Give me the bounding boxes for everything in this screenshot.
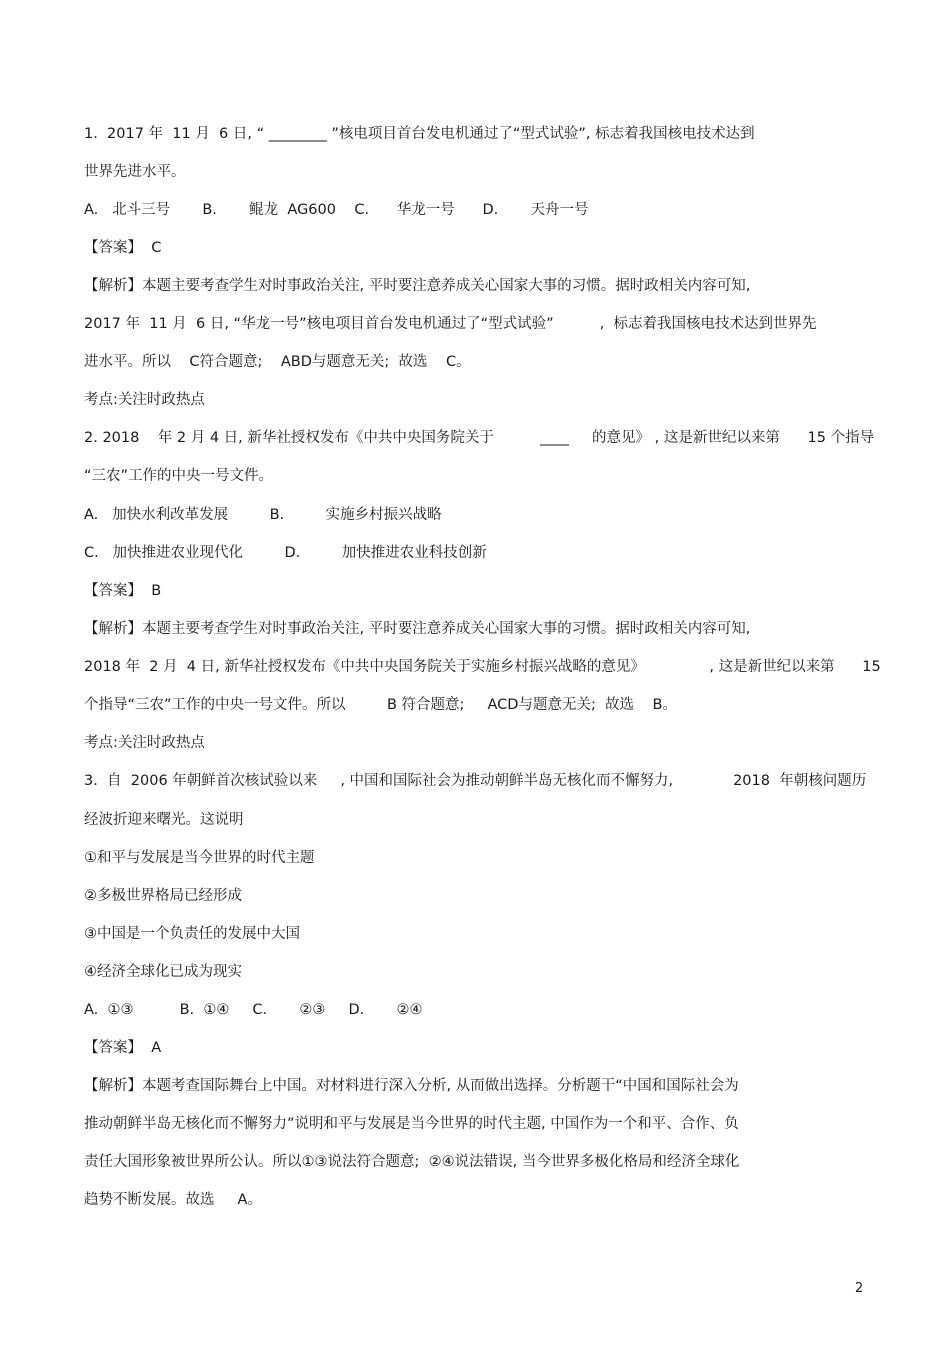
question-2-topic: 考点:关注时政热点 — [84, 735, 205, 751]
question-3-analysis-line-1: 【解析】本题考查国际舞台上中国。对材料进行深入分析, 从而做出选择。分析题干“中国和国际社会为 — [84, 1078, 739, 1094]
question-3-statement-3: ③中国是一个负责任的发展中大国 — [84, 926, 300, 942]
question-3-stem-line-1: 3. 自 2006 年朝鲜首次核试验以来 , 中国和国际社会为推动朝鲜半岛无核化而不懈努力, 2018 年朝核问题历 — [84, 773, 867, 789]
question-3-analysis-line-2: 推动朝鲜半岛无核化而不懈努力”说明和平与发展是当今世界的时代主题, 中国作为一个和平、合作、负 — [84, 1116, 739, 1132]
question-2-options-line-1: A. 加快水利改革发展 B. 实施乡村振兴战略 — [84, 507, 442, 523]
question-2-analysis-line-2: 2018 年 2 月 4 日, 新华社授权发布《中共中央国务院关于实施乡村振兴战略的意见》 , 这是新世纪以来第 15 — [84, 659, 881, 675]
question-1-analysis-line-2: 2017 年 11 月 6 日, “华龙一号”核电项目首台发电机通过了“型式试验” , 标志着我国核电技术达到世界先 — [84, 316, 817, 332]
question-1-stem-line-1: 1. 2017 年 11 月 6 日, “ ________ ”核电项目首台发电机通过了“型式试验”, 标志着我国核电技术达到 — [84, 126, 755, 142]
page-number: 2 — [855, 1281, 864, 1296]
question-3-statement-2: ②多极世界格局已经形成 — [84, 888, 242, 904]
question-1-options: A. 北斗三号 B. 鲲龙 AG600 C. 华龙一号 D. 天舟一号 — [84, 202, 589, 218]
question-1-topic: 考点:关注时政热点 — [84, 392, 205, 408]
question-2-analysis-line-3: 个指导“三农”工作的中央一号文件。所以 B 符合题意; ACD与题意无关; 故选 B。 — [84, 697, 677, 713]
question-3-stem-line-2: 经波折迎来曙光。这说明 — [84, 812, 244, 828]
question-1-analysis-line-1: 【解析】本题主要考查学生对时事政治关注, 平时要注意养成关心国家大事的习惯。据时政相关内容可知, — [84, 278, 751, 294]
question-3-analysis-line-4: 趋势不断发展。故选 A。 — [84, 1192, 262, 1208]
question-2-answer: 【答案】 B — [84, 583, 162, 599]
question-1-analysis-line-3: 进水平。所以 C符合题意; ABD与题意无关; 故选 C。 — [84, 354, 471, 370]
question-3-options: A. ①③ B. ①④ C. ②③ D. ②④ — [84, 1002, 423, 1018]
question-3-analysis-line-3: 责任大国形象被世界所公认。所以①③说法符合题意; ②④说法错误, 当今世界多极化格局和经济全球化 — [84, 1154, 740, 1170]
question-2-stem-line-1: 2. 2018 年 2 月 4 日, 新华社授权发布《中共中央国务院关于 ____ 的意见》 , 这是新世纪以来第 15 个指导 — [84, 430, 875, 446]
question-3-statement-1: ①和平与发展是当今世界的时代主题 — [84, 850, 315, 866]
question-1-answer: 【答案】 C — [84, 240, 162, 256]
question-3-statement-4: ④经济全球化已成为现实 — [84, 964, 242, 980]
question-3-answer: 【答案】 A — [84, 1040, 162, 1056]
question-2-stem-line-2: “三农”工作的中央一号文件。 — [84, 468, 274, 484]
question-2-options-line-2: C. 加快推进农业现代化 D. 加快推进农业科技创新 — [84, 545, 487, 561]
question-2-analysis-line-1: 【解析】本题主要考查学生对时事政治关注, 平时要注意养成关心国家大事的习惯。据时政相关内容可知, — [84, 621, 751, 637]
question-1-stem-line-2: 世界先进水平。 — [84, 164, 186, 180]
